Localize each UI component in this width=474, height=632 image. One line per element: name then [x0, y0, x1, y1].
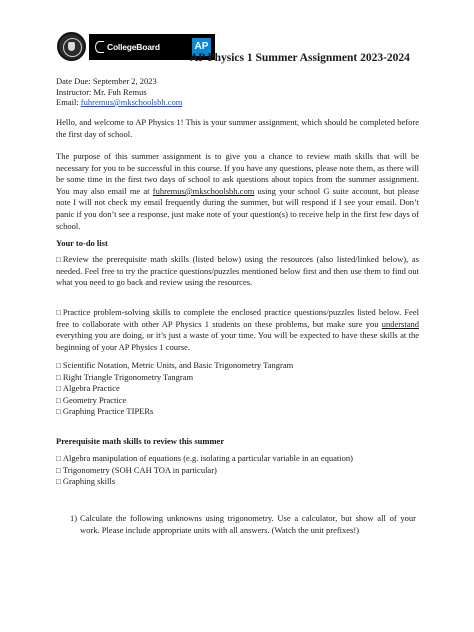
list-item[interactable]: [56, 395, 293, 407]
instructor: Instructor: Mr. Fuh Remus: [56, 87, 147, 97]
checkbox-icon: □: [56, 372, 61, 382]
todo-item-practice-text-1: Practice problem-solving skills to complete the enclosed practice questions/puzzles listed below. Feel free to collaborate with other AP Physics 1 students on these problems, but make sure you: [56, 307, 419, 329]
intro-paragraph: Hello, and welcome to AP Physics 1! This is your summer assignment, which should be completed before the first day of school.: [56, 117, 419, 139]
todo-item-practice-underlined: understand: [381, 318, 419, 329]
document-title: AP Physics 1 Summer Assignment 2023-2024: [190, 52, 410, 64]
email-label: Email:: [56, 97, 81, 107]
email-line: [56, 97, 182, 107]
resource-label: Geometry Practice: [62, 394, 127, 405]
question-number: 1): [70, 513, 78, 523]
prereq-label: Trigonometry (SOH CAH TOA in particular): [62, 464, 217, 475]
checkbox-icon: □: [56, 395, 61, 405]
list-item[interactable]: [56, 406, 293, 418]
list-item: [56, 465, 353, 477]
resource-label: Graphing Practice TIPERs: [62, 406, 154, 417]
resource-label: Algebra Practice: [62, 383, 120, 394]
ap-badge: AP: [192, 38, 211, 56]
todo-item-review: [56, 254, 419, 289]
checkbox-icon: □: [56, 454, 61, 463]
purpose-paragraph: [56, 151, 419, 232]
date-due: Date Due: September 2, 2023: [56, 76, 157, 86]
list-item[interactable]: [56, 383, 293, 395]
checkbox-icon: □: [56, 407, 61, 417]
list-item[interactable]: [56, 360, 293, 372]
todo-heading: Your to-do list: [56, 238, 108, 248]
school-seal-logo: [57, 32, 86, 61]
checkbox-icon: □: [56, 384, 61, 394]
email-link[interactable]: fuhremus@mkschoolsbh.com: [80, 97, 183, 107]
list-item[interactable]: [56, 372, 293, 384]
purpose-text-1: The purpose of this summer assignment is to give you a chance to review math skills that will be necessary for you to be successful in this course. If you have any questions, please note them, as there will be some time in the first two days of school to ask questions about topics from the summer assignment. You may also email me at: [56, 151, 419, 196]
todo-item-practice: [56, 307, 419, 353]
resource-label: Scientific Notation, Metric Units, and Basic Trigonometry Tangram: [62, 360, 294, 370]
checkbox-icon: □: [56, 255, 61, 264]
list-item: [56, 453, 353, 465]
checkbox-icon: □: [56, 361, 61, 370]
checkbox-icon: □: [56, 308, 61, 317]
checkbox-icon: □: [56, 477, 61, 487]
resource-list: [56, 360, 293, 418]
prereq-label: Graphing skills: [62, 476, 116, 487]
checkbox-icon: □: [56, 465, 61, 475]
todo-item-practice-text-2: everything you are doing, or it’s just a waste of your time. You will be expected to have these skills at the beginning of your AP Physics 1 course.: [56, 330, 419, 352]
prereq-list: [56, 453, 353, 488]
resource-label: Right Triangle Trigonometry Tangram: [62, 371, 194, 382]
list-item: [56, 476, 353, 488]
prereq-label: Algebra manipulation of equations (e.g. isolating a particular variable in an equation): [62, 453, 353, 463]
question-text: Calculate the following unknowns using trigonometry. Use a calculator, but show all of your work. Please include appropriate units with all answers. (Watch the unit prefixes!): [80, 513, 416, 535]
collegeboard-mark-icon: [95, 41, 104, 53]
collegeboard-wordmark: CollegeBoard: [107, 41, 160, 52]
purpose-text-2: using your school G suite account, but please note I will not check my email frequently during the summer, but will respond if I see your email. Don’t panic if you don’t see a response, just make note of your question(s) to receive help in the first few days of school.: [56, 185, 419, 231]
todo-item-review-text: Review the prerequisite math skills (listed below) using the resources (also listed/linked below), as needed. Feel free to try the practice questions/puzzles mentioned below first and then use them to find out what you need to go back and review using the resources.: [56, 254, 419, 288]
purpose-email-link[interactable]: fuhremus@mkschoolsbh.com: [152, 185, 255, 196]
prereq-heading: Prerequisite math skills to review this summer: [56, 436, 225, 446]
